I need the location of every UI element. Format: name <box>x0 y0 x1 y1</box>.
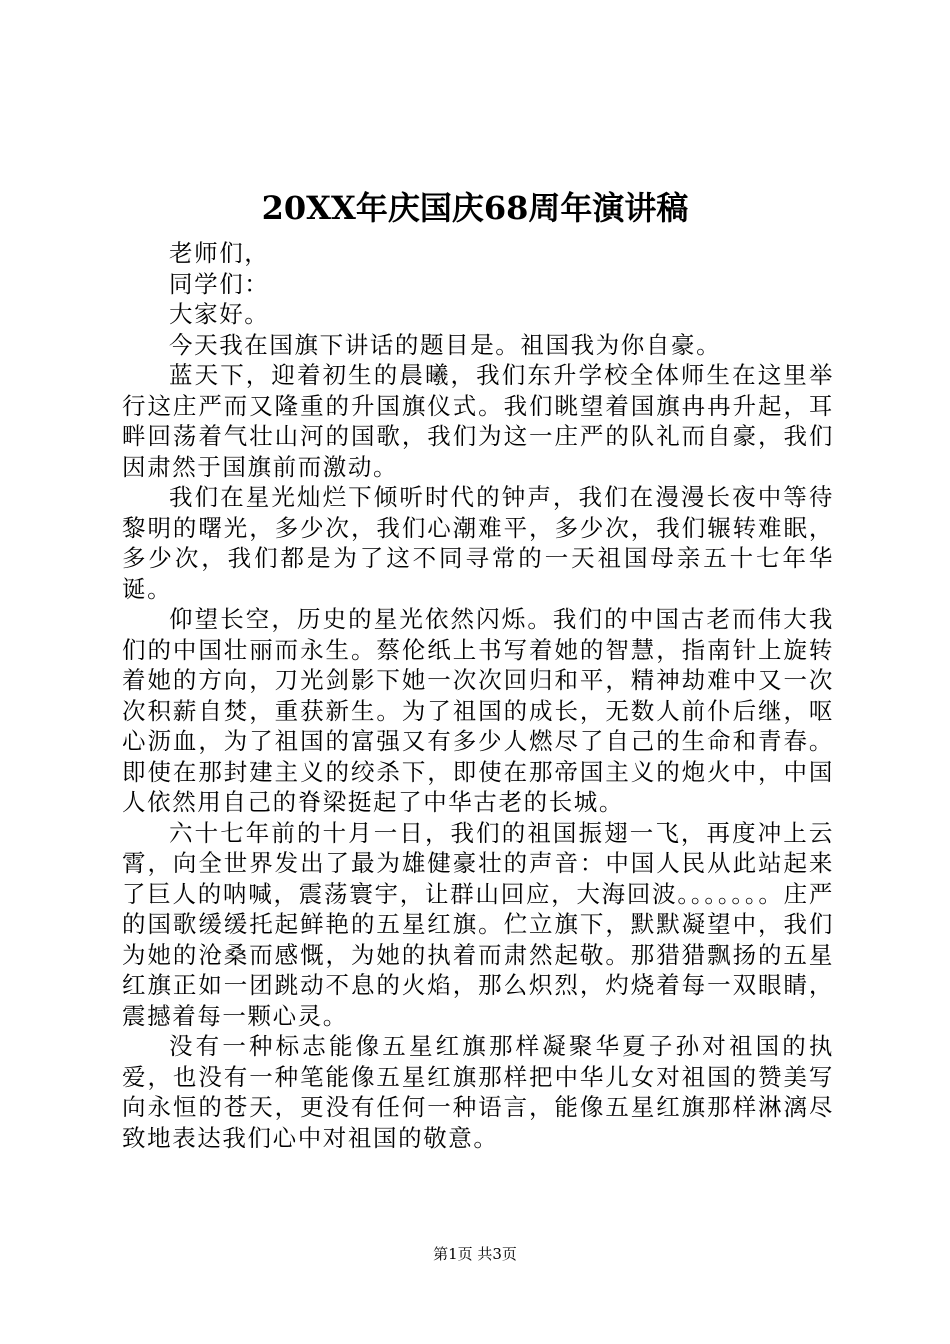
document-body <box>122 238 834 1153</box>
paragraph: 老师们， <box>169 239 270 267</box>
paragraph: 六十七年前的十月一日，我们的祖国振翅一飞，再度冲上云霄，向全世界发出了最为雄健豪壮的声音：中国人民从此站起来了巨人的呐喊，震荡寰宇，让群山回应，大海回波。。。。。。。庄严的国歌缓缓托起鲜艳的五星红旗。伫立旗下，默默凝望中，我们为她的沧桑而感慨，为她的执着而肃然起敬。那猎猎飘扬的五星红旗正如一团跳动不息的火焰，那么炽烈，灼烧着每一双眼睛，震撼着每一颗心灵。 <box>122 818 834 1030</box>
paragraph: 大家好。 <box>169 300 270 328</box>
paragraph: 我们在星光灿烂下倾听时代的钟声，我们在漫漫长夜中等待黎明的曙光，多少次，我们心潮难平，多少次，我们辗转难眠，多少次，我们都是为了这不同寻常的一天祖国母亲五十七年华诞。 <box>122 483 834 603</box>
paragraph: 今天我在国旗下讲话的题目是。祖国我为你自豪。 <box>169 330 722 359</box>
page-footer: 第1页 共3页 <box>433 1245 517 1263</box>
paragraph: 蓝天下，迎着初生的晨曦，我们东升学校全体师生在这里举行这庄严而又隆重的升国旗仪式。我们眺望着国旗冉冉升起，耳畔回荡着气壮山河的国歌，我们为这一庄严的队礼而自豪，我们因肃然于国旗前而激动。 <box>122 361 834 481</box>
paragraph: 仰望长空，历史的星光依然闪烁。我们的中国古老而伟大我们的中国壮丽而永生。蔡伦纸上书写着她的智慧，指南针上旋转着她的方向，刀光剑影下她一次次回归和平，精神劫难中又一次次积薪自焚，重获新生。为了祖国的成长，无数人前仆后继，呕心沥血，为了祖国的富强又有多少人燃尽了自己的生命和青春。即使在那封建主义的绞杀下，即使在那帝国主义的炮火中，中国人依然用自己的脊梁挺起了中华古老的长城。 <box>122 605 834 816</box>
paragraph: 没有一种标志能像五星红旗那样凝聚华夏子孙对祖国的执爱，也没有一种笔能像五星红旗那样把中华儿女对祖国的赞美写向永恒的苍天，更没有任何一种语言，能像五星红旗那样淋漓尽致地表达我们心中对祖国的敬意。 <box>122 1032 834 1152</box>
document-title: 20XX年庆国庆68周年演讲稿 <box>261 189 689 227</box>
paragraph: 同学们： <box>169 269 270 298</box>
